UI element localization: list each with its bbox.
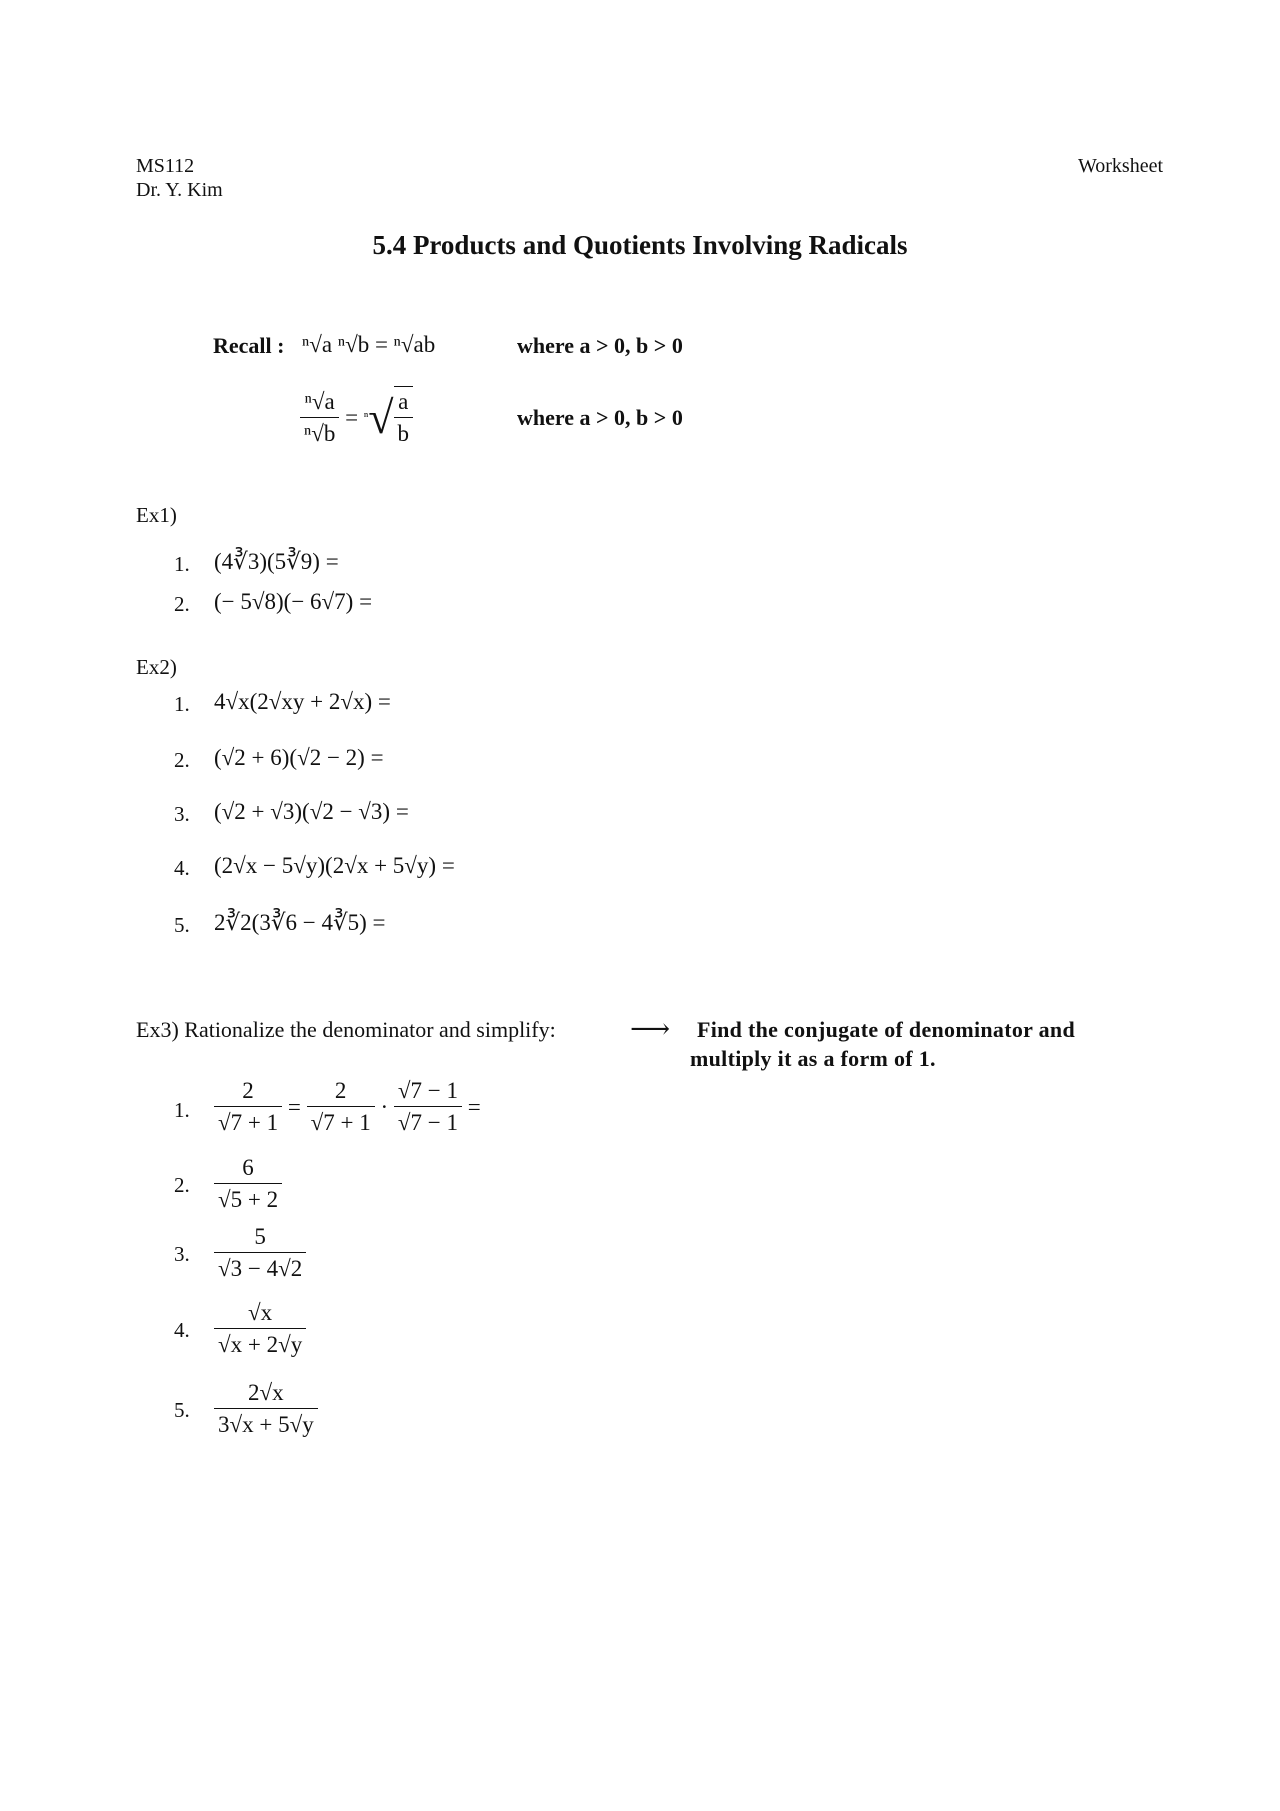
ex3-item-3-number: 3. [174,1242,190,1266]
recall-quotient-condition: where a > 0, b > 0 [517,405,683,430]
recall-label: Recall : [213,333,285,358]
fraction [214,1153,282,1216]
numerator: 2√x [248,1380,284,1405]
denominator: √7 + 1 [307,1106,375,1139]
fraction [214,1076,282,1139]
ex1-item-1-number: 1. [174,552,190,576]
instructor-name: Dr. Y. Kim [136,179,223,201]
quotient-lhs [300,387,339,450]
page-title: 5.4 Products and Quotients Involving Radicals [372,230,908,260]
ex2-item-3-expression: (√2 + √3)(√2 − √3) = [214,799,409,824]
quotient-lhs-denominator: ⁿ√b [300,417,339,450]
ex2-item-3-number: 3. [174,802,190,826]
right-arrow-icon: ⟶ [630,1014,671,1045]
ex1-item-2-expression: (− 5√8)(− 6√7) = [214,589,373,614]
fraction [214,1298,306,1361]
ex2-item-1-number: 1. [174,692,190,716]
ex3-item-1-expression [214,1076,481,1139]
recall-quotient-rule [300,386,413,450]
equals-sign: = [467,1094,481,1120]
ex2-item-1-expression: 4√x(2√xy + 2√x) = [214,689,391,714]
ex3-hint-line-2: multiply it as a form of 1. [690,1046,936,1071]
denominator: √3 − 4√2 [214,1252,306,1285]
quotient-rhs [394,386,414,450]
fraction [307,1076,375,1139]
course-code: MS112 [136,155,195,177]
document-type: Worksheet [1078,155,1164,177]
ex2-label: Ex2) [136,655,177,679]
ex2-item-2-number: 2. [174,748,190,772]
fraction [214,1222,306,1285]
quotient-rhs-denominator: b [394,417,414,450]
ex3-item-2-number: 2. [174,1173,190,1197]
denominator: √7 − 1 [394,1106,462,1139]
ex3-item-1-number: 1. [174,1098,190,1122]
ex3-hint-line-1: Find the conjugate of denominator and [697,1017,1075,1042]
denominator: 3√x + 5√y [214,1408,318,1441]
numerator: 5 [254,1224,266,1249]
ex2-item-5-expression: 2∛2(3∛6 − 4∛5) = [214,910,386,935]
ex3-item-3-expression [214,1222,306,1285]
ex2-item-5-number: 5. [174,913,190,937]
denominator: √7 + 1 [214,1106,282,1139]
numerator: 2 [334,1078,347,1103]
numerator: 2 [242,1078,254,1103]
ex3-item-4-number: 4. [174,1318,190,1342]
root-index: ⁿ [363,410,369,425]
numerator: √7 − 1 [397,1078,458,1103]
numerator: 6 [242,1155,254,1180]
recall-product-condition: where a > 0, b > 0 [517,333,683,358]
equals-sign: = [345,405,359,430]
equals-sign: = [287,1094,301,1120]
fraction [214,1378,318,1441]
ex3-item-5-number: 5. [174,1398,190,1422]
denominator: √5 + 2 [214,1183,282,1216]
ex3-item-5-expression [214,1378,318,1441]
ex2-item-2-expression: (√2 + 6)(√2 − 2) = [214,745,384,770]
dot-operator: · [380,1094,389,1120]
numerator: √x [248,1300,273,1325]
denominator: √x + 2√y [214,1328,306,1361]
fraction [394,1076,462,1139]
quotient-rhs-numerator: a [398,389,409,414]
ex3-item-4-expression [214,1298,306,1361]
ex3-label: Ex3) Rationalize the denominator and simplify: [136,1017,556,1042]
quotient-lhs-numerator: ⁿ√a [304,388,335,414]
radical-sign: √ [368,392,394,443]
ex2-item-4-expression: (2√x − 5√y)(2√x + 5√y) = [214,853,455,878]
ex2-item-4-number: 4. [174,856,190,880]
recall-product-rule: ⁿ√a ⁿ√b = ⁿ√ab [302,332,436,357]
ex1-item-1-expression: (4∛3)(5∛9) = [214,549,339,574]
ex3-item-2-expression [214,1153,282,1216]
ex1-label: Ex1) [136,503,177,527]
ex1-item-2-number: 2. [174,592,190,616]
